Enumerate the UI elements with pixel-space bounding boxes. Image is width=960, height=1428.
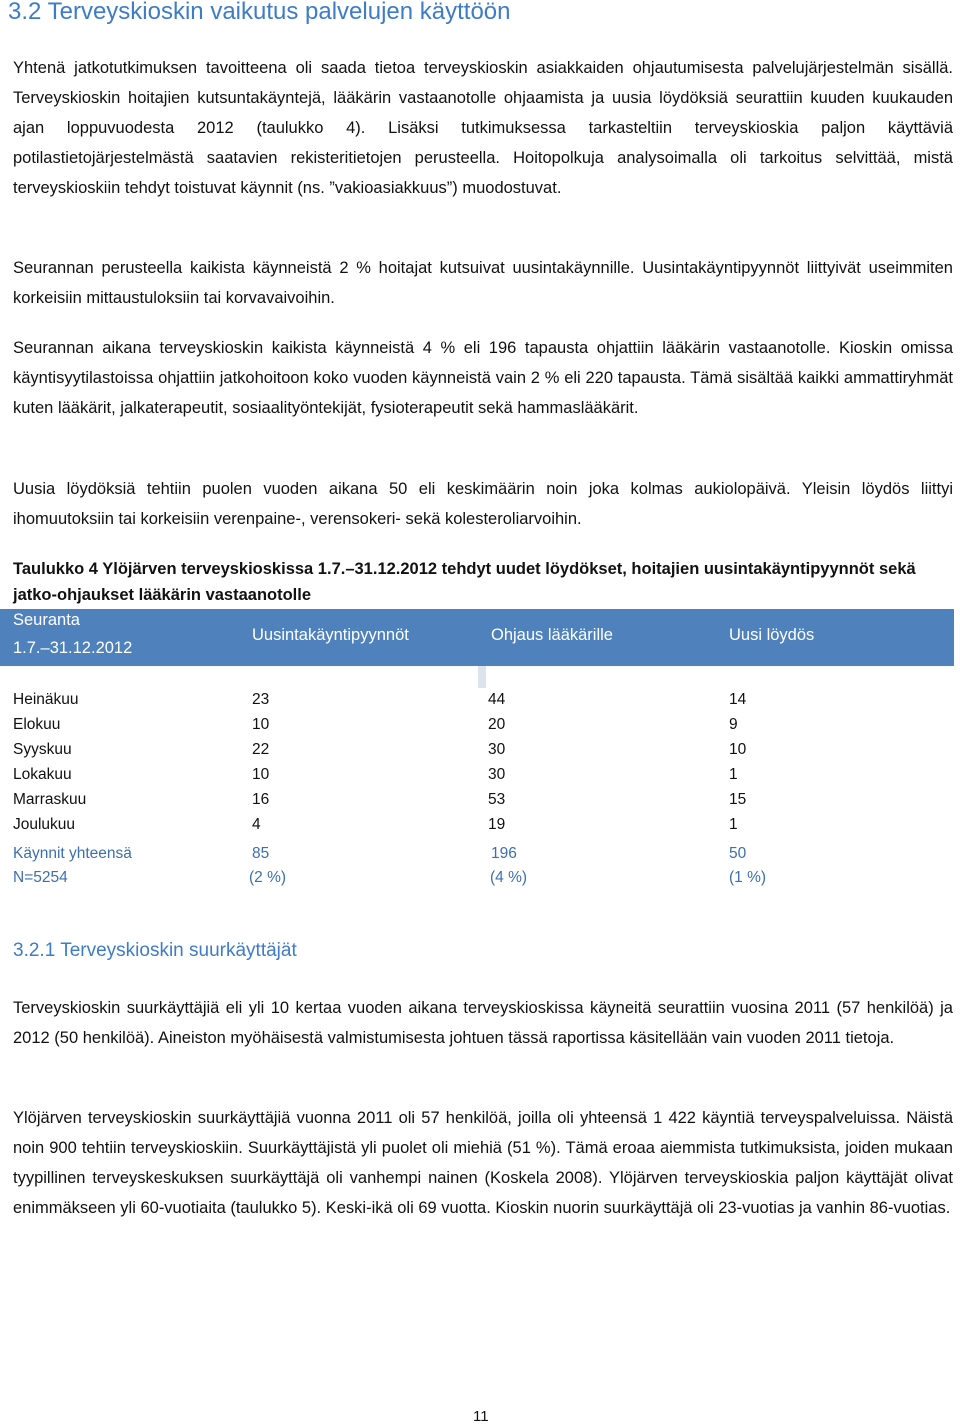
cell-revisit: 10 <box>252 766 270 783</box>
subsection-heading: 3.2.1 Terveyskioskin suurkäyttäjät <box>13 940 297 961</box>
paragraph-5: Terveyskioskin suurkäyttäjiä eli yli 10 kertaa vuoden aikana terveyskioskissa käyneitä seurattiin vuosina 2011 (57 henkilöä) ja 2012 (50 henkilöä). Aineiston myöhäisestä valmistumisesta johtuen tässä raportissa käsitellään vain vuoden 2011 tietoja. <box>13 999 953 1047</box>
cell-month: Heinäkuu <box>13 691 79 708</box>
cell-finding: 1 <box>729 766 738 783</box>
cell-referral: 19 <box>488 816 506 833</box>
cell-referral: 20 <box>488 716 506 733</box>
header-period: 1.7.–31.12.2012 <box>13 639 133 657</box>
table-row <box>13 816 913 841</box>
summary-row <box>13 869 913 894</box>
cell-revisit: 10 <box>252 716 270 733</box>
cell-finding: 10 <box>729 741 747 758</box>
cell-finding: 14 <box>729 691 747 708</box>
header-finding: Uusi löydös <box>729 626 815 644</box>
table-row <box>13 741 913 766</box>
header-seuranta: Seuranta <box>13 611 80 629</box>
cell-referral: 30 <box>488 741 506 758</box>
cell-month: Joulukuu <box>13 816 76 833</box>
cell-finding: 1 <box>729 816 738 833</box>
paragraph-1: Yhtenä jatkotutkimuksen tavoitteena oli saada tietoa terveyskioskin asiakkaiden ohjautumisesta palvelujärjestelmän sisällä. Terveyskioskin hoitajien kutsuntakäyntejä, lääkärin vastaanotolle ohjaamista ja uusia löydöksiä seurattiin kuuden kuukauden ajan loppuvuodesta 2012 (taulukko 4). Lisäksi tutkimuksessa tarkasteltiin terveyskioskia paljon käyttäviä potilastietojärjestelmästä saatavien rekisteritietojen perusteella. Hoitopolkuja analysoimalla oli tarkoitus selvittää, mistä terveyskioskiin tehdyt toistuvat käynnit (ns. ”vakioasiakkuus”) muodostuvat. <box>13 59 953 197</box>
header-revisit: Uusintakäyntipyynnöt <box>252 626 409 644</box>
cell-revisit: 23 <box>252 691 270 708</box>
cell-month: Marraskuu <box>13 791 87 808</box>
summary-referral: 196 <box>491 845 517 862</box>
table-caption: Taulukko 4 Ylöjärven terveyskioskissa 1.7.–31.12.2012 tehdyt uudet löydökset, hoitajien uusintakäyntipyynnöt sekä jatko-ohjaukset lääkärin vastaanotolle <box>13 560 916 604</box>
header-divider <box>478 666 486 688</box>
table-row <box>13 716 913 741</box>
summary-revisit: 85 <box>252 845 270 862</box>
cell-month: Lokakuu <box>13 766 72 783</box>
paragraph-4: Uusia löydöksiä tehtiin puolen vuoden aikana 50 eli keskimäärin noin joka kolmas aukiolopäivä. Yleisin löydös liittyi ihomuutoksiin tai korkeisiin verenpaine-, verensokeri- sekä kolesteroliarvoihin. <box>13 480 953 528</box>
table-row <box>13 791 913 816</box>
table-row <box>13 766 913 791</box>
cell-referral: 30 <box>488 766 506 783</box>
header-referral: Ohjaus lääkärille <box>491 626 613 644</box>
summary-revisit-pct: (2 %) <box>249 869 287 886</box>
summary-label: Käynnit yhteensä <box>13 845 132 862</box>
section-heading: 3.2 Terveyskioskin vaikutus palvelujen käyttöön <box>8 0 511 25</box>
cell-finding: 15 <box>729 791 747 808</box>
summary-row <box>13 845 913 870</box>
cell-referral: 53 <box>488 791 506 808</box>
paragraph-6: Ylöjärven terveyskioskin suurkäyttäjiä vuonna 2011 oli 57 henkilöä, joilla oli yhteensä 1 422 käyntiä terveyspalveluissa. Näistä noin 900 tehtiin terveyskioskiin. Suurkäyttäjistä yli puolet oli miehiä (51 %). Tämä eroaa aiemmista tutkimuksista, joiden mukaan tyypillinen terveyskeskuksen suurkäyttäjä oli vanhempi nainen (Koskela 2008). Ylöjärven terveyskioskia paljon käyttäjät olivat enimmäkseen yli 60-vuotiaita (taulukko 5). Keski-ikä oli 69 vuotta. Kioskin nuorin suurkäyttäjä oli 23-vuotias ja vanhin 86-vuotias. <box>13 1109 953 1217</box>
cell-revisit: 16 <box>252 791 270 808</box>
paragraph-2: Seurannan perusteella kaikista käynneistä 2 % hoitajat kutsuivat uusintakäynnille. Uusintakäyntipyynnöt liittyivät useimmiten korkeisiin mittaustuloksiin tai korvavaivoihin. <box>13 259 953 307</box>
summary-n: N=5254 <box>13 869 68 886</box>
table-header <box>0 609 954 666</box>
cell-finding: 9 <box>729 716 738 733</box>
summary-referral-pct: (4 %) <box>490 869 528 886</box>
cell-referral: 44 <box>488 691 506 708</box>
cell-revisit: 22 <box>252 741 270 758</box>
cell-month: Syyskuu <box>13 741 72 758</box>
summary-finding: 50 <box>729 845 747 862</box>
page-number: 11 <box>473 1408 489 1425</box>
paragraph-3: Seurannan aikana terveyskioskin kaikista käynneistä 4 % eli 196 tapausta ohjattiin lääkärin vastaanotolle. Kioskin omissa käyntisyytilastoissa ohjattiin jatkohoitoon koko vuoden käynneistä vain 2 % eli 220 tapausta. Tämä sisältää kaikki ammattiryhmät kuten lääkärit, jalkaterapeutit, sosiaalityöntekijät, fysioterapeutit sekä hammaslääkärit. <box>13 339 953 417</box>
table-row <box>13 691 913 716</box>
cell-revisit: 4 <box>252 816 261 833</box>
summary-finding-pct: (1 %) <box>729 869 767 886</box>
cell-month: Elokuu <box>13 716 61 733</box>
